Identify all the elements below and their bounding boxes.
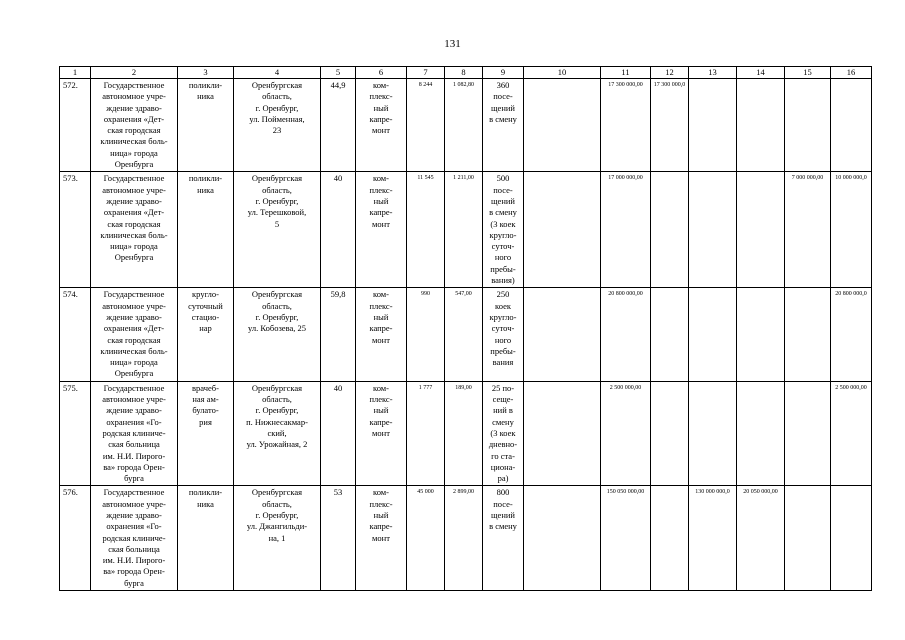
column-header: 15 xyxy=(785,67,831,79)
col-12-value xyxy=(651,172,689,288)
col-7-value: 45 000 xyxy=(407,486,445,591)
capacity: 800 посе- щений в смену xyxy=(483,486,524,591)
institution-name: Государственное автономное учре- ждение здраво- охранения «Дет- ская городская клиническая боль- ница» города Оренбурга xyxy=(91,79,178,172)
column-header: 7 xyxy=(407,67,445,79)
column-header: 9 xyxy=(483,67,524,79)
column-header: 6 xyxy=(356,67,407,79)
col-13-value xyxy=(689,381,737,486)
col-12-value xyxy=(651,486,689,591)
capacity: 360 посе- щений в смену xyxy=(483,79,524,172)
col-13-value xyxy=(689,172,737,288)
table-row xyxy=(60,79,872,172)
col-13-value xyxy=(689,288,737,381)
row-number: 574. xyxy=(60,288,91,381)
page-number: 131 xyxy=(444,38,461,50)
col-8-value: 1 211,00 xyxy=(445,172,483,288)
work-type: ком- плекс- ный капре- монт xyxy=(356,172,407,288)
institution-name: Государственное автономное учре- ждение здраво- охранения «Дет- ская городская клиническая боль- ница» города Оренбурга xyxy=(91,172,178,288)
address: Оренбургская область, г. Оренбург, ул. Джангильди- на, 1 xyxy=(234,486,321,591)
col-15-value xyxy=(785,288,831,381)
address: Оренбургская область, г. Оренбург, ул. Пойменная, 23 xyxy=(234,79,321,172)
col-7-value: 8 244 xyxy=(407,79,445,172)
column-header: 5 xyxy=(321,67,356,79)
col-12-value xyxy=(651,288,689,381)
work-type: ком- плекс- ный капре- монт xyxy=(356,79,407,172)
column-header: 13 xyxy=(689,67,737,79)
column-header: 10 xyxy=(524,67,601,79)
col-13-value xyxy=(689,79,737,172)
wear-percent: 40 xyxy=(321,381,356,486)
row-number: 576. xyxy=(60,486,91,591)
col-7-value: 1 777 xyxy=(407,381,445,486)
row-number: 572. xyxy=(60,79,91,172)
col-16-value: 10 000 000,0 xyxy=(831,172,872,288)
col-12-value: 17 300 000,0 xyxy=(651,79,689,172)
column-header: 8 xyxy=(445,67,483,79)
col-15-value xyxy=(785,381,831,486)
col-16-value xyxy=(831,79,872,172)
col-15-value: 7 000 000,00 xyxy=(785,172,831,288)
wear-percent: 59,8 xyxy=(321,288,356,381)
facility-type: поликли- ника xyxy=(178,79,234,172)
col-11-value: 17 000 000,00 xyxy=(601,172,651,288)
col-11-value: 2 500 000,00 xyxy=(601,381,651,486)
address: Оренбургская область, г. Оренбург, ул. Кобозева, 25 xyxy=(234,288,321,381)
table-row xyxy=(60,381,872,486)
column-header: 11 xyxy=(601,67,651,79)
institution-name: Государственное автономное учре- ждение здраво- охранения «Го- родская клиниче- ская больница им. Н.И. Пирого- ва» города Орен- бурга xyxy=(91,381,178,486)
col-7-value: 990 xyxy=(407,288,445,381)
address: Оренбургская область, г. Оренбург, ул. Терешковой, 5 xyxy=(234,172,321,288)
col-8-value: 547,00 xyxy=(445,288,483,381)
column-header: 3 xyxy=(178,67,234,79)
col-13-value: 130 000 000,0 xyxy=(689,486,737,591)
capacity: 500 посе- щений в смену (3 коек кругло- суточ- ного пребы- вания) xyxy=(483,172,524,288)
col-10-value xyxy=(524,79,601,172)
col-14-value xyxy=(737,79,785,172)
institution-name: Государственное автономное учре- ждение здраво- охранения «Дет- ская городская клиническая боль- ница» города Оренбурга xyxy=(91,288,178,381)
col-7-value: 11 545 xyxy=(407,172,445,288)
col-10-value xyxy=(524,288,601,381)
address: Оренбургская область, г. Оренбург, п. Нижнесакмар- ский, ул. Урожайная, 2 xyxy=(234,381,321,486)
wear-percent: 40 xyxy=(321,172,356,288)
col-12-value xyxy=(651,381,689,486)
col-15-value xyxy=(785,486,831,591)
col-11-value: 20 800 000,00 xyxy=(601,288,651,381)
wear-percent: 44,9 xyxy=(321,79,356,172)
column-header: 16 xyxy=(831,67,872,79)
wear-percent: 53 xyxy=(321,486,356,591)
capital-repair-table xyxy=(59,66,872,591)
col-14-value: 20 050 000,00 xyxy=(737,486,785,591)
facility-type: поликли- ника xyxy=(178,486,234,591)
column-header: 2 xyxy=(91,67,178,79)
table-row xyxy=(60,288,872,381)
capacity: 250 коек кругло- суточ- ного пребы- вания xyxy=(483,288,524,381)
row-number: 573. xyxy=(60,172,91,288)
column-header: 12 xyxy=(651,67,689,79)
col-11-value: 17 300 000,00 xyxy=(601,79,651,172)
column-header: 4 xyxy=(234,67,321,79)
work-type: ком- плекс- ный капре- монт xyxy=(356,486,407,591)
table-row xyxy=(60,172,872,288)
col-14-value xyxy=(737,172,785,288)
work-type: ком- плекс- ный капре- монт xyxy=(356,288,407,381)
facility-type: врачеб- ная ам- булато- рия xyxy=(178,381,234,486)
col-14-value xyxy=(737,288,785,381)
col-10-value xyxy=(524,381,601,486)
work-type: ком- плекс- ный капре- монт xyxy=(356,381,407,486)
table-row xyxy=(60,486,872,591)
col-10-value xyxy=(524,486,601,591)
facility-type: поликли- ника xyxy=(178,172,234,288)
col-15-value xyxy=(785,79,831,172)
col-10-value xyxy=(524,172,601,288)
col-16-value xyxy=(831,486,872,591)
col-8-value: 1 082,80 xyxy=(445,79,483,172)
row-number: 575. xyxy=(60,381,91,486)
header-row xyxy=(60,67,872,79)
col-8-value: 189,00 xyxy=(445,381,483,486)
facility-type: кругло- суточный стацио- нар xyxy=(178,288,234,381)
column-header: 1 xyxy=(60,67,91,79)
col-8-value: 2 899,00 xyxy=(445,486,483,591)
col-14-value xyxy=(737,381,785,486)
capacity: 25 по- сеще- ний в смену (3 коек дневно- го ста- циона- ра) xyxy=(483,381,524,486)
col-11-value: 150 050 000,00 xyxy=(601,486,651,591)
col-16-value: 20 800 000,0 xyxy=(831,288,872,381)
column-header: 14 xyxy=(737,67,785,79)
institution-name: Государственное автономное учре- ждение здраво- охранения «Го- родская клиниче- ская больница им. Н.И. Пирого- ва» города Орен- бурга xyxy=(91,486,178,591)
col-16-value: 2 500 000,00 xyxy=(831,381,872,486)
